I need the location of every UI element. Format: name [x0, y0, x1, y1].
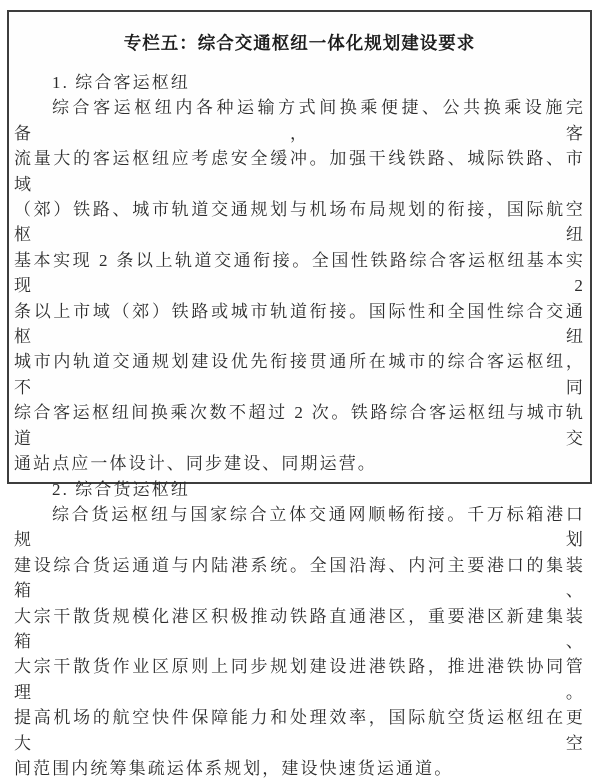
- text-line: （郊）铁路、城市轨道交通规划与机场布局规划的衔接，国际航空枢纽: [14, 200, 585, 245]
- text-line: 条以上市域（郊）铁路或城市轨道衔接。国际性和全国性综合交通枢纽: [14, 301, 585, 347]
- text-line: 间范围内统筹集疏运体系规划，建设快速货运通道。: [14, 758, 454, 778]
- text-line: 2. 综合货运枢纽: [52, 479, 190, 499]
- text-line: 综合客运枢纽内各种运输方式间换乘便捷、公共换乘设施完备，客: [14, 98, 585, 143]
- panel-title: 专栏五：综合交通枢纽一体化规划建设要求: [123, 34, 476, 54]
- text-line: 通站点应一体设计、同步建设、同期运营。: [14, 454, 377, 474]
- panel-body: [14, 70, 585, 781]
- text-line: 建设综合货运通道与内陆港系统。全国沿海、内河主要港口的集装箱、: [14, 555, 585, 601]
- text-line: 大宗干散货作业区原则上同步规划建设进港铁路，推进港铁协同管理。: [14, 657, 585, 702]
- text-line: 1. 综合客运枢纽: [52, 73, 190, 92]
- text-line: 综合货运枢纽与国家综合立体交通网顺畅衔接。千万标箱港口规划: [14, 504, 585, 550]
- text-line: 综合客运枢纽间换乘次数不超过 2 次。铁路综合客运枢纽与城市轨道交: [14, 403, 585, 448]
- text-line: 基本实现 2 条以上轨道交通衔接。全国性铁路综合客运枢纽基本实现 2: [14, 250, 585, 296]
- document-panel: [7, 10, 592, 778]
- text-line: 大宗干散货规模化港区积极推动铁路直通港区，重要港区新建集装箱、: [14, 606, 585, 651]
- text-line: 流量大的客运枢纽应考虑安全缓冲。加强干线铁路、城际铁路、市域: [14, 149, 585, 194]
- text-line: 提高机场的航空快件保障能力和处理效率，国际航空货运枢纽在更大空: [14, 708, 585, 753]
- text-line: 城市内轨道交通规划建设优先衔接贯通所在城市的综合客运枢纽，不同: [14, 352, 585, 397]
